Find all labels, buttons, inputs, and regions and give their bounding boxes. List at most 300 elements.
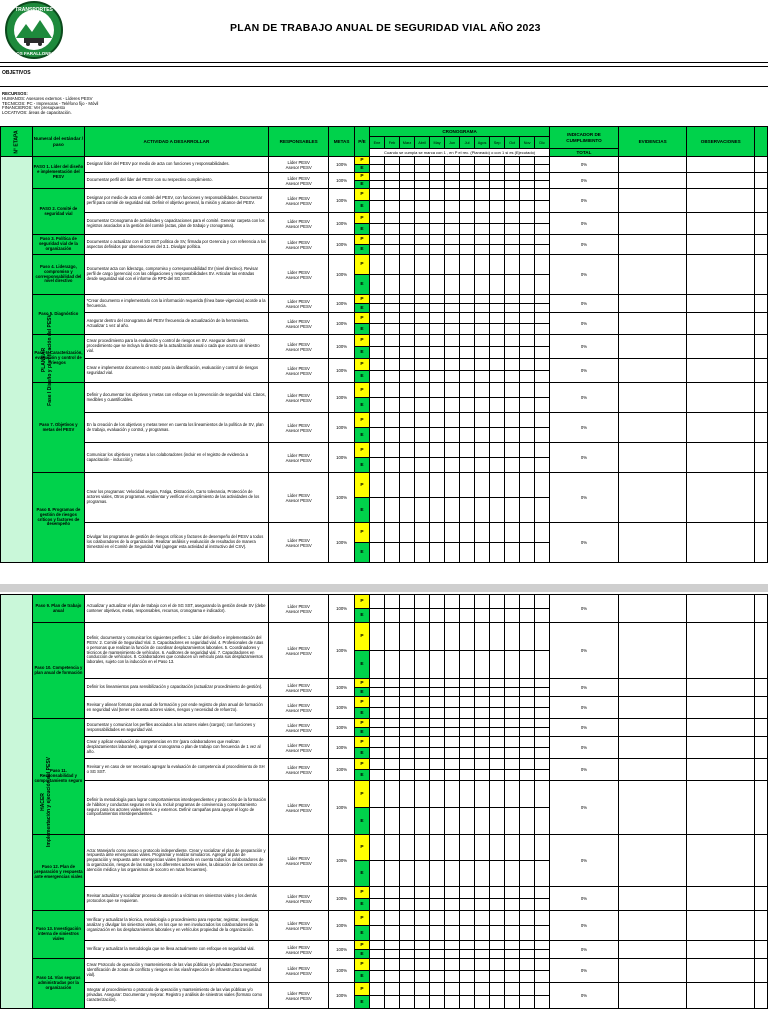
- schedule-cell-executed[interactable]: [400, 498, 415, 523]
- schedule-cell-planned[interactable]: [460, 335, 475, 347]
- schedule-cell-planned[interactable]: [445, 759, 460, 770]
- observation-cell[interactable]: [687, 781, 755, 835]
- schedule-cell-planned[interactable]: [369, 383, 384, 398]
- schedule-cell-executed[interactable]: [490, 770, 505, 781]
- observation-cell[interactable]: [687, 941, 755, 959]
- schedule-cell-executed[interactable]: [505, 996, 520, 1009]
- observation-cell[interactable]: [687, 983, 755, 1009]
- schedule-cell-executed[interactable]: [369, 899, 384, 911]
- schedule-cell-executed[interactable]: [505, 165, 520, 173]
- schedule-cell-planned[interactable]: [520, 623, 535, 651]
- schedule-cell-planned[interactable]: [535, 697, 550, 708]
- schedule-cell-executed[interactable]: [400, 245, 415, 255]
- schedule-cell-planned[interactable]: [400, 523, 415, 543]
- schedule-cell-planned[interactable]: [520, 759, 535, 770]
- schedule-cell-planned[interactable]: [400, 941, 415, 950]
- schedule-cell-planned[interactable]: [490, 213, 505, 224]
- schedule-cell-planned[interactable]: [384, 295, 399, 304]
- schedule-cell-planned[interactable]: [460, 189, 475, 201]
- schedule-cell-planned[interactable]: [490, 157, 505, 165]
- schedule-cell-planned[interactable]: [505, 359, 520, 371]
- schedule-cell-planned[interactable]: [460, 255, 475, 275]
- schedule-cell-executed[interactable]: [505, 498, 520, 523]
- schedule-cell-planned[interactable]: [535, 313, 550, 324]
- schedule-cell-planned[interactable]: [445, 413, 460, 428]
- schedule-cell-executed[interactable]: [384, 181, 399, 189]
- schedule-cell-executed[interactable]: [384, 224, 399, 235]
- evidence-cell[interactable]: [618, 719, 687, 737]
- schedule-cell-executed[interactable]: [430, 181, 445, 189]
- schedule-cell-planned[interactable]: [384, 911, 399, 926]
- schedule-cell-planned[interactable]: [369, 887, 384, 899]
- observation-cell[interactable]: [687, 697, 755, 719]
- schedule-cell-planned[interactable]: [415, 959, 430, 971]
- schedule-cell-executed[interactable]: [369, 808, 384, 835]
- schedule-cell-executed[interactable]: [520, 728, 535, 737]
- schedule-cell-planned[interactable]: [445, 313, 460, 324]
- schedule-cell-planned[interactable]: [475, 255, 490, 275]
- schedule-cell-executed[interactable]: [475, 498, 490, 523]
- observation-cell[interactable]: [687, 157, 755, 173]
- schedule-cell-planned[interactable]: [460, 983, 475, 996]
- schedule-cell-executed[interactable]: [430, 371, 445, 383]
- schedule-cell-planned[interactable]: [520, 719, 535, 728]
- observation-cell[interactable]: [687, 443, 755, 473]
- schedule-cell-executed[interactable]: [460, 347, 475, 359]
- schedule-cell-planned[interactable]: [535, 443, 550, 458]
- schedule-cell-planned[interactable]: [445, 983, 460, 996]
- schedule-cell-executed[interactable]: [535, 181, 550, 189]
- schedule-cell-planned[interactable]: [460, 313, 475, 324]
- schedule-cell-planned[interactable]: [400, 359, 415, 371]
- schedule-cell-planned[interactable]: [400, 157, 415, 165]
- schedule-cell-planned[interactable]: [520, 443, 535, 458]
- schedule-cell-executed[interactable]: [445, 201, 460, 213]
- schedule-cell-executed[interactable]: [369, 398, 384, 413]
- schedule-cell-planned[interactable]: [415, 595, 430, 609]
- schedule-cell-executed[interactable]: [369, 651, 384, 679]
- schedule-cell-planned[interactable]: [384, 983, 399, 996]
- evidence-cell[interactable]: [618, 413, 687, 443]
- schedule-cell-planned[interactable]: [490, 523, 505, 543]
- schedule-cell-executed[interactable]: [430, 324, 445, 335]
- schedule-cell-planned[interactable]: [445, 157, 460, 165]
- schedule-cell-executed[interactable]: [415, 899, 430, 911]
- schedule-cell-executed[interactable]: [445, 245, 460, 255]
- schedule-cell-executed[interactable]: [520, 950, 535, 959]
- schedule-cell-executed[interactable]: [505, 458, 520, 473]
- schedule-cell-planned[interactable]: [505, 941, 520, 950]
- schedule-cell-executed[interactable]: [430, 950, 445, 959]
- schedule-cell-planned[interactable]: [430, 235, 445, 245]
- schedule-cell-planned[interactable]: [400, 473, 415, 498]
- observation-cell[interactable]: [687, 255, 755, 295]
- schedule-cell-executed[interactable]: [384, 304, 399, 313]
- schedule-cell-planned[interactable]: [535, 189, 550, 201]
- schedule-cell-executed[interactable]: [490, 347, 505, 359]
- schedule-cell-planned[interactable]: [505, 887, 520, 899]
- schedule-cell-executed[interactable]: [460, 304, 475, 313]
- schedule-cell-planned[interactable]: [369, 719, 384, 728]
- schedule-cell-executed[interactable]: [384, 899, 399, 911]
- schedule-cell-executed[interactable]: [400, 428, 415, 443]
- schedule-cell-planned[interactable]: [460, 679, 475, 688]
- schedule-cell-planned[interactable]: [369, 679, 384, 688]
- schedule-cell-planned[interactable]: [475, 523, 490, 543]
- schedule-cell-executed[interactable]: [520, 926, 535, 941]
- schedule-cell-executed[interactable]: [430, 770, 445, 781]
- schedule-cell-executed[interactable]: [475, 971, 490, 983]
- schedule-cell-executed[interactable]: [535, 996, 550, 1009]
- schedule-cell-planned[interactable]: [535, 213, 550, 224]
- schedule-cell-planned[interactable]: [535, 959, 550, 971]
- schedule-cell-executed[interactable]: [535, 861, 550, 887]
- schedule-cell-executed[interactable]: [520, 996, 535, 1009]
- schedule-cell-executed[interactable]: [460, 165, 475, 173]
- schedule-cell-executed[interactable]: [475, 304, 490, 313]
- schedule-cell-executed[interactable]: [415, 688, 430, 697]
- schedule-cell-executed[interactable]: [445, 728, 460, 737]
- schedule-cell-planned[interactable]: [535, 359, 550, 371]
- schedule-cell-planned[interactable]: [460, 173, 475, 181]
- schedule-cell-planned[interactable]: [475, 983, 490, 996]
- observation-cell[interactable]: [687, 335, 755, 359]
- schedule-cell-planned[interactable]: [369, 941, 384, 950]
- schedule-cell-executed[interactable]: [490, 748, 505, 759]
- schedule-cell-planned[interactable]: [445, 835, 460, 861]
- schedule-cell-executed[interactable]: [535, 275, 550, 295]
- schedule-cell-executed[interactable]: [369, 224, 384, 235]
- schedule-cell-planned[interactable]: [430, 887, 445, 899]
- schedule-cell-executed[interactable]: [490, 428, 505, 443]
- schedule-cell-executed[interactable]: [415, 498, 430, 523]
- schedule-cell-planned[interactable]: [505, 781, 520, 808]
- schedule-cell-planned[interactable]: [415, 679, 430, 688]
- schedule-cell-executed[interactable]: [505, 899, 520, 911]
- schedule-cell-planned[interactable]: [475, 679, 490, 688]
- schedule-cell-planned[interactable]: [445, 887, 460, 899]
- schedule-cell-planned[interactable]: [400, 959, 415, 971]
- schedule-cell-planned[interactable]: [475, 595, 490, 609]
- schedule-cell-planned[interactable]: [430, 473, 445, 498]
- schedule-cell-executed[interactable]: [535, 201, 550, 213]
- schedule-cell-planned[interactable]: [460, 213, 475, 224]
- schedule-cell-planned[interactable]: [535, 595, 550, 609]
- schedule-cell-executed[interactable]: [505, 275, 520, 295]
- schedule-cell-planned[interactable]: [505, 235, 520, 245]
- schedule-cell-planned[interactable]: [415, 473, 430, 498]
- schedule-cell-planned[interactable]: [520, 523, 535, 543]
- schedule-cell-executed[interactable]: [475, 770, 490, 781]
- schedule-cell-executed[interactable]: [369, 728, 384, 737]
- schedule-cell-executed[interactable]: [400, 926, 415, 941]
- evidence-cell[interactable]: [618, 255, 687, 295]
- schedule-cell-planned[interactable]: [460, 523, 475, 543]
- schedule-cell-executed[interactable]: [369, 458, 384, 473]
- schedule-cell-executed[interactable]: [384, 275, 399, 295]
- schedule-cell-executed[interactable]: [460, 498, 475, 523]
- schedule-cell-executed[interactable]: [400, 651, 415, 679]
- schedule-cell-planned[interactable]: [490, 359, 505, 371]
- schedule-cell-executed[interactable]: [460, 543, 475, 563]
- schedule-cell-executed[interactable]: [505, 770, 520, 781]
- schedule-cell-planned[interactable]: [490, 697, 505, 708]
- schedule-cell-executed[interactable]: [460, 688, 475, 697]
- schedule-cell-executed[interactable]: [475, 275, 490, 295]
- schedule-cell-planned[interactable]: [400, 413, 415, 428]
- schedule-cell-executed[interactable]: [415, 165, 430, 173]
- schedule-cell-executed[interactable]: [430, 398, 445, 413]
- schedule-cell-planned[interactable]: [369, 835, 384, 861]
- schedule-cell-executed[interactable]: [415, 543, 430, 563]
- schedule-cell-executed[interactable]: [415, 181, 430, 189]
- schedule-cell-planned[interactable]: [475, 189, 490, 201]
- schedule-cell-planned[interactable]: [490, 911, 505, 926]
- schedule-cell-executed[interactable]: [384, 371, 399, 383]
- schedule-cell-executed[interactable]: [520, 304, 535, 313]
- schedule-cell-planned[interactable]: [505, 759, 520, 770]
- schedule-cell-planned[interactable]: [445, 189, 460, 201]
- schedule-cell-planned[interactable]: [384, 737, 399, 748]
- schedule-cell-planned[interactable]: [400, 595, 415, 609]
- schedule-cell-planned[interactable]: [415, 443, 430, 458]
- schedule-cell-planned[interactable]: [369, 523, 384, 543]
- schedule-cell-planned[interactable]: [445, 523, 460, 543]
- schedule-cell-executed[interactable]: [490, 275, 505, 295]
- schedule-cell-executed[interactable]: [460, 371, 475, 383]
- schedule-cell-executed[interactable]: [490, 245, 505, 255]
- schedule-cell-planned[interactable]: [535, 983, 550, 996]
- schedule-cell-executed[interactable]: [490, 398, 505, 413]
- schedule-cell-executed[interactable]: [384, 808, 399, 835]
- schedule-cell-executed[interactable]: [415, 371, 430, 383]
- schedule-cell-executed[interactable]: [384, 971, 399, 983]
- schedule-cell-executed[interactable]: [445, 950, 460, 959]
- schedule-cell-executed[interactable]: [430, 498, 445, 523]
- schedule-cell-planned[interactable]: [520, 887, 535, 899]
- schedule-cell-planned[interactable]: [384, 835, 399, 861]
- schedule-cell-executed[interactable]: [490, 543, 505, 563]
- schedule-cell-planned[interactable]: [430, 595, 445, 609]
- schedule-cell-planned[interactable]: [460, 623, 475, 651]
- schedule-cell-planned[interactable]: [520, 295, 535, 304]
- schedule-cell-planned[interactable]: [400, 835, 415, 861]
- schedule-cell-planned[interactable]: [369, 157, 384, 165]
- observation-cell[interactable]: [687, 413, 755, 443]
- schedule-cell-planned[interactable]: [400, 383, 415, 398]
- evidence-cell[interactable]: [618, 313, 687, 335]
- evidence-cell[interactable]: [618, 235, 687, 255]
- evidence-cell[interactable]: [618, 443, 687, 473]
- schedule-cell-planned[interactable]: [460, 443, 475, 458]
- schedule-cell-executed[interactable]: [445, 770, 460, 781]
- schedule-cell-planned[interactable]: [445, 173, 460, 181]
- schedule-cell-planned[interactable]: [430, 189, 445, 201]
- schedule-cell-planned[interactable]: [445, 959, 460, 971]
- schedule-cell-executed[interactable]: [535, 543, 550, 563]
- schedule-cell-executed[interactable]: [415, 926, 430, 941]
- schedule-cell-executed[interactable]: [384, 770, 399, 781]
- evidence-cell[interactable]: [618, 941, 687, 959]
- schedule-cell-planned[interactable]: [430, 759, 445, 770]
- schedule-cell-planned[interactable]: [505, 295, 520, 304]
- schedule-cell-planned[interactable]: [535, 835, 550, 861]
- schedule-cell-planned[interactable]: [430, 383, 445, 398]
- schedule-cell-planned[interactable]: [430, 679, 445, 688]
- schedule-cell-planned[interactable]: [400, 887, 415, 899]
- schedule-cell-planned[interactable]: [460, 595, 475, 609]
- schedule-cell-planned[interactable]: [445, 679, 460, 688]
- schedule-cell-executed[interactable]: [415, 224, 430, 235]
- schedule-cell-planned[interactable]: [430, 523, 445, 543]
- schedule-cell-planned[interactable]: [430, 959, 445, 971]
- schedule-cell-planned[interactable]: [475, 941, 490, 950]
- schedule-cell-planned[interactable]: [445, 595, 460, 609]
- schedule-cell-planned[interactable]: [490, 335, 505, 347]
- schedule-cell-planned[interactable]: [505, 679, 520, 688]
- schedule-cell-planned[interactable]: [369, 359, 384, 371]
- schedule-cell-executed[interactable]: [475, 926, 490, 941]
- schedule-cell-executed[interactable]: [535, 347, 550, 359]
- schedule-cell-executed[interactable]: [490, 181, 505, 189]
- schedule-cell-planned[interactable]: [400, 781, 415, 808]
- schedule-cell-planned[interactable]: [475, 623, 490, 651]
- schedule-cell-planned[interactable]: [520, 189, 535, 201]
- schedule-cell-executed[interactable]: [520, 861, 535, 887]
- schedule-cell-executed[interactable]: [475, 899, 490, 911]
- schedule-cell-executed[interactable]: [384, 324, 399, 335]
- schedule-cell-executed[interactable]: [415, 324, 430, 335]
- schedule-cell-executed[interactable]: [475, 543, 490, 563]
- schedule-cell-planned[interactable]: [384, 759, 399, 770]
- schedule-cell-executed[interactable]: [430, 224, 445, 235]
- schedule-cell-planned[interactable]: [430, 719, 445, 728]
- schedule-cell-executed[interactable]: [400, 371, 415, 383]
- schedule-cell-planned[interactable]: [369, 759, 384, 770]
- schedule-cell-executed[interactable]: [520, 498, 535, 523]
- schedule-cell-planned[interactable]: [475, 473, 490, 498]
- schedule-cell-planned[interactable]: [475, 235, 490, 245]
- schedule-cell-executed[interactable]: [369, 165, 384, 173]
- evidence-cell[interactable]: [618, 911, 687, 941]
- schedule-cell-executed[interactable]: [415, 770, 430, 781]
- schedule-cell-executed[interactable]: [520, 324, 535, 335]
- observation-cell[interactable]: [687, 235, 755, 255]
- schedule-cell-planned[interactable]: [445, 335, 460, 347]
- schedule-cell-executed[interactable]: [520, 181, 535, 189]
- schedule-cell-executed[interactable]: [490, 899, 505, 911]
- schedule-cell-executed[interactable]: [384, 458, 399, 473]
- schedule-cell-planned[interactable]: [400, 235, 415, 245]
- schedule-cell-executed[interactable]: [505, 708, 520, 719]
- schedule-cell-planned[interactable]: [490, 313, 505, 324]
- schedule-cell-executed[interactable]: [369, 770, 384, 781]
- schedule-cell-executed[interactable]: [460, 950, 475, 959]
- schedule-cell-executed[interactable]: [400, 688, 415, 697]
- schedule-cell-planned[interactable]: [415, 255, 430, 275]
- schedule-cell-planned[interactable]: [384, 595, 399, 609]
- schedule-cell-executed[interactable]: [400, 181, 415, 189]
- schedule-cell-executed[interactable]: [430, 996, 445, 1009]
- schedule-cell-planned[interactable]: [430, 313, 445, 324]
- schedule-cell-planned[interactable]: [369, 173, 384, 181]
- schedule-cell-planned[interactable]: [415, 835, 430, 861]
- schedule-cell-planned[interactable]: [460, 383, 475, 398]
- schedule-cell-executed[interactable]: [490, 324, 505, 335]
- schedule-cell-planned[interactable]: [384, 157, 399, 165]
- schedule-cell-executed[interactable]: [460, 398, 475, 413]
- schedule-cell-planned[interactable]: [369, 213, 384, 224]
- schedule-cell-executed[interactable]: [535, 224, 550, 235]
- schedule-cell-executed[interactable]: [369, 324, 384, 335]
- schedule-cell-planned[interactable]: [384, 235, 399, 245]
- schedule-cell-executed[interactable]: [369, 543, 384, 563]
- schedule-cell-planned[interactable]: [430, 835, 445, 861]
- schedule-cell-executed[interactable]: [520, 224, 535, 235]
- schedule-cell-executed[interactable]: [490, 651, 505, 679]
- schedule-cell-executed[interactable]: [400, 996, 415, 1009]
- schedule-cell-executed[interactable]: [445, 651, 460, 679]
- schedule-cell-planned[interactable]: [505, 443, 520, 458]
- schedule-cell-planned[interactable]: [490, 189, 505, 201]
- schedule-cell-planned[interactable]: [445, 719, 460, 728]
- schedule-cell-executed[interactable]: [384, 651, 399, 679]
- schedule-cell-executed[interactable]: [430, 347, 445, 359]
- schedule-cell-planned[interactable]: [415, 759, 430, 770]
- schedule-cell-planned[interactable]: [505, 413, 520, 428]
- schedule-cell-executed[interactable]: [430, 428, 445, 443]
- schedule-cell-planned[interactable]: [430, 941, 445, 950]
- schedule-cell-executed[interactable]: [445, 498, 460, 523]
- schedule-cell-planned[interactable]: [490, 737, 505, 748]
- schedule-cell-executed[interactable]: [369, 950, 384, 959]
- schedule-cell-planned[interactable]: [430, 623, 445, 651]
- observation-cell[interactable]: [687, 383, 755, 413]
- schedule-cell-planned[interactable]: [535, 719, 550, 728]
- schedule-cell-executed[interactable]: [415, 861, 430, 887]
- schedule-cell-planned[interactable]: [415, 359, 430, 371]
- schedule-cell-planned[interactable]: [505, 983, 520, 996]
- schedule-cell-executed[interactable]: [384, 708, 399, 719]
- schedule-cell-executed[interactable]: [400, 398, 415, 413]
- schedule-cell-planned[interactable]: [490, 443, 505, 458]
- schedule-cell-executed[interactable]: [415, 458, 430, 473]
- schedule-cell-planned[interactable]: [415, 213, 430, 224]
- schedule-cell-planned[interactable]: [535, 679, 550, 688]
- observation-cell[interactable]: [687, 737, 755, 759]
- schedule-cell-executed[interactable]: [475, 371, 490, 383]
- schedule-cell-executed[interactable]: [369, 996, 384, 1009]
- schedule-cell-executed[interactable]: [400, 748, 415, 759]
- schedule-cell-planned[interactable]: [490, 623, 505, 651]
- schedule-cell-executed[interactable]: [400, 770, 415, 781]
- schedule-cell-executed[interactable]: [430, 971, 445, 983]
- schedule-cell-executed[interactable]: [445, 304, 460, 313]
- schedule-cell-executed[interactable]: [384, 543, 399, 563]
- observation-cell[interactable]: [687, 523, 755, 563]
- schedule-cell-planned[interactable]: [490, 959, 505, 971]
- schedule-cell-planned[interactable]: [400, 255, 415, 275]
- schedule-cell-planned[interactable]: [430, 157, 445, 165]
- schedule-cell-planned[interactable]: [445, 383, 460, 398]
- schedule-cell-planned[interactable]: [384, 523, 399, 543]
- schedule-cell-planned[interactable]: [475, 911, 490, 926]
- schedule-cell-executed[interactable]: [460, 651, 475, 679]
- evidence-cell[interactable]: [618, 473, 687, 523]
- evidence-cell[interactable]: [618, 959, 687, 983]
- schedule-cell-executed[interactable]: [490, 926, 505, 941]
- schedule-cell-executed[interactable]: [445, 748, 460, 759]
